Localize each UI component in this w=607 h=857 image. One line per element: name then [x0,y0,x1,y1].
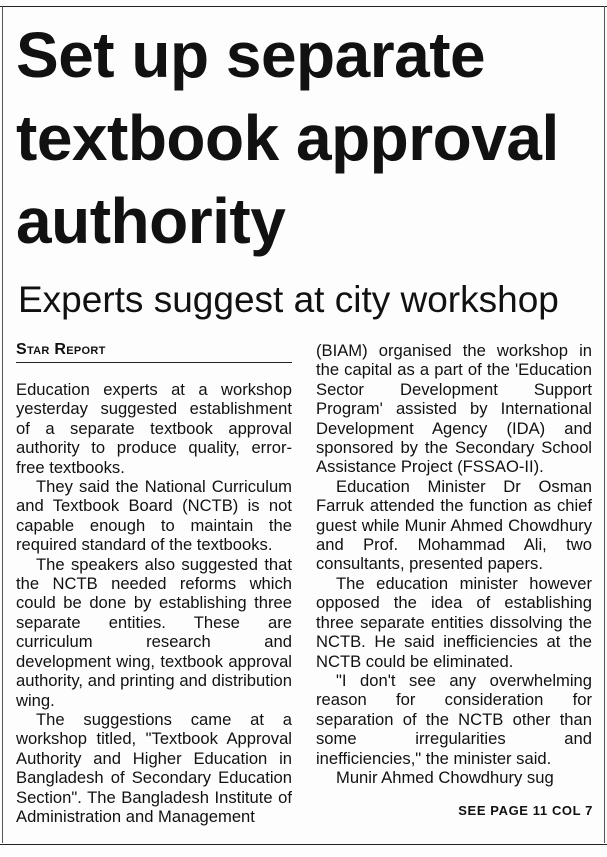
left-border [2,6,3,843]
right-border [604,6,605,843]
headline-line-2: textbook approval [16,102,559,174]
paragraph: (BIAM) organised the workshop in the capital as a part of the 'Education Sector Development Support Program' assisted by International Development Agency (IDA) and sponsored by the Secondary School Assistance Project (FSSAO-II). [316,341,592,477]
paragraph: "I don't see any overwhelming reason for consideration for separation of the NCTB other than some irregularities and inefficiencies," the minister said. [316,670,592,768]
paragraph: Education Minister Dr Osman Farruk attended the function as chief guest while Munir Ahmed Chowdhury and Prof. Mohammad Ali, two consultants, presented papers. [316,476,592,574]
paragraph: The education minister however opposed the idea of establishing three separate entities dissolving the NCTB. He said inefficiencies at the NCTB could be eliminated. [316,573,592,671]
headline-line-3: authority [16,185,286,257]
headline [16,14,601,263]
top-rule [0,6,607,7]
bottom-rule [0,844,607,845]
article-column-left [16,340,292,826]
paragraph: The speakers also suggested that the NCTB needed reforms which could be done by establishing three separate entities. These are curriculum research and development wing, textbook approval authority, and printing and distribution wing. [16,554,292,710]
subheadline: Experts suggest at city workshop [18,279,559,320]
byline: Star Report [16,340,292,363]
paragraph: The suggestions came at a workshop titled, "Textbook Approval Authority and Higher Education in Bangladesh of Secondary Education Section". The Bangladesh Institute of Administration and Management [16,709,292,826]
paragraph: They said the National Curriculum and Textbook Board (NCTB) is not capable enough to maintain the required standard of the textbooks. [16,477,292,555]
paragraph: Munir Ahmed Chowdhury sug [336,767,554,787]
paragraph: Education experts at a workshop yesterday suggested establishment of a separate textbook approval authority to produce quality, error-free textbooks. [16,380,292,477]
headline-line-1: Set up separate [16,19,486,91]
article-column-right [316,341,592,787]
continued-jump-line: SEE PAGE 11 COL 7 [458,803,593,818]
